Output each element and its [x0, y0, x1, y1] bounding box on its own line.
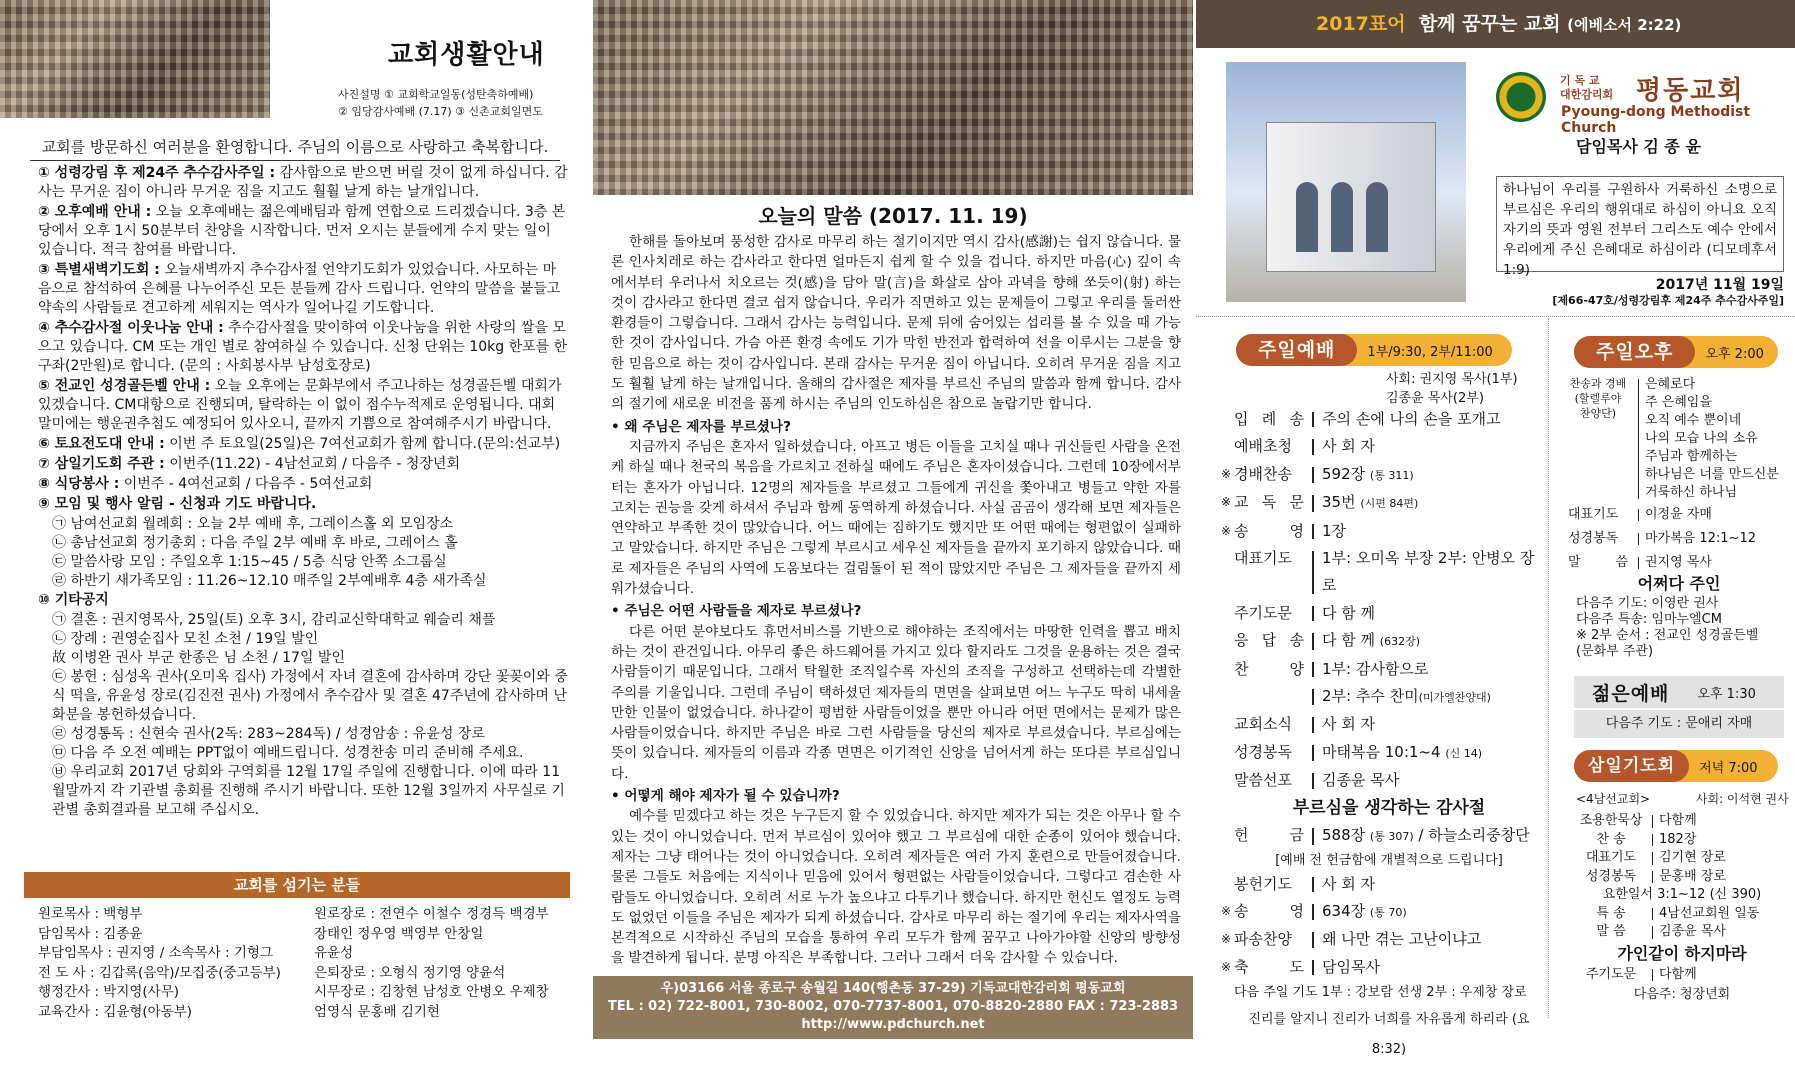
- notice-item: ⑨ 모임 및 행사 알림 - 신청과 기도 바랍니다.: [38, 496, 317, 512]
- welcome-text: 교회를 방문하신 여러분을 환영합니다. 주님의 이름으로 사랑하고 축복합니다.: [30, 136, 560, 161]
- notice-item: ⑩ 기타공지: [38, 592, 109, 608]
- church-school-photo: [0, 0, 270, 118]
- caption-line-1: 사진설명 ① 교회학교일동(성탄축하예배): [338, 88, 534, 101]
- address: 우)03166 서울 종로구 송월길 140(행촌동 37-29) 기독교대한감리회 평동교회: [660, 981, 1126, 996]
- order-row: ※ 축 도 담임목사: [1234, 954, 1544, 981]
- sub-notice: ㉣ 성경통독 : 신현숙 권사(2독: 283~284독) / 성경암송 : 유윤성 장로: [52, 726, 485, 742]
- wednesday-prayer-time: 저녁 7:00: [1699, 760, 1758, 776]
- order-row: 찬 양 1부: 감사함으로: [1234, 659, 1429, 678]
- order-row: ※ 송 영 1장: [1234, 518, 1544, 545]
- young-next-prayer: 다음주 기도 : 문애리 자매: [1574, 710, 1784, 738]
- sermon-panel: [593, 0, 1193, 1039]
- order-row: 대표기도 1부: 오미옥 부장 2부: 안병오 장로: [1234, 549, 1535, 595]
- order-row: 주기도문 다함께: [1585, 966, 1697, 982]
- afternoon-sermon-title: 어쩌다 주인: [1637, 574, 1721, 593]
- sunday-worship-time: 1부/9:30, 2부/11:00: [1367, 344, 1493, 360]
- order-row: 예배초청 사 회 자: [1234, 437, 1376, 456]
- order-row: 찬 송 182장: [1596, 831, 1697, 847]
- motto-reference: (에베소서 2:22): [1567, 16, 1682, 34]
- staff-list-left: 원로목사 : 백형부 담임목사 : 김종윤 부담임목사 : 권지영 / 소속목사 : 기형그 전 도 사 : 김갑록(음악)/모집중(중고등부) 행정간사 : 박지영(사무) 교육간사 : 김윤형(아동부): [38, 906, 281, 1020]
- order-row: 대표기도 김기현 장로: [1585, 850, 1726, 865]
- servants-header: 교회를 섬기는 분들: [24, 872, 570, 898]
- order-row: 대표기도 이정윤 자매: [1568, 507, 1712, 522]
- wednesday-leaders: <4남선교회> 사회: 이석현 권사: [1576, 792, 1789, 806]
- sub-notice: ㉢ 봉헌 : 심성옥 권사(오미옥 집사) 가정에서 자녀 결혼에 감사하며 강단 꽃꽂이와 중식 떡을, 유윤성 장로(김진전 권사) 가정에서 추수감사 및 결혼 47주년에 감사하며 난 화분을 봉헌하셨습니다.: [52, 669, 568, 723]
- order-row: 2부: 추수 찬미(미가엘찬양대): [1234, 683, 1544, 711]
- order-row: 주기도문 다 함 께: [1234, 603, 1376, 622]
- notice-item: ⑦ 삼일기도회 주관 : 이번주(11.22) - 4남선교회 / 다음주 - 청장년회: [38, 456, 460, 472]
- notice-item: ⑤ 전교인 성경골든벨 안내 : 오늘 오후에는 문화부에서 주고나하는 성경골든벨 대회가 있겠습니다. CM대항으로 진행되며, 탈락하는 이 없이 점수누적제로 운영됩니다. 대회 말미에는 행운권추첨도 예정되어 있사오니, 끝까지 기쁨으로 참여해주시기 바랍니다.: [38, 378, 562, 432]
- website-link[interactable]: http://www.pdchurch.net: [801, 1017, 985, 1032]
- order-row: 봉헌기도 사 회 자: [1234, 874, 1376, 893]
- sub-notice: ㉠ 남여선교회 월례회 : 오늘 2부 예배 후, 그레이스홀 외 모임장소: [52, 516, 454, 532]
- wednesday-prayer-header: [1574, 750, 1778, 782]
- afternoon-next-week: 다음주 기도: 이영란 권사 다음주 특송: 임마누엘CM ※ 2부 순서 : 전교인 성경골든벨 (문화부 주관): [1576, 596, 1759, 659]
- wednesday-sermon-title: 가인같이 하지마라: [1617, 943, 1747, 963]
- order-row: 찬송과 경배 (할렐루야 찬양단) 은혜로다 주 은혜임을 오직 예수 뿐이네 나의 모습 나의 소유 주님과 함께하는 하나님은 너를 만드신분 거룩하신 하나님: [1569, 377, 1779, 500]
- notice-item: ③ 특별새벽기도회 : 오늘새벽까지 추수감사절 언약기도회가 있었습니다. 사모하는 마음으로 참석하여 은혜를 나누어주신 모든 분들께 감사 드립니다. 언약의 말씀을 붙들고 약속의 사람들로 견고하게 세워지는 역사가 일어나길 기도합니다.: [38, 262, 561, 316]
- divider: [1196, 316, 1795, 317]
- sunday-afternoon-label: 주일오후: [1574, 336, 1695, 368]
- sermon-title: 부르심을 생각하는 감사절: [1292, 797, 1486, 818]
- sermon-paragraph: 지금까지 주님은 혼자서 일하셨습니다. 아프고 병든 이들을 고치실 때나 귀신들린 사람을 온전케 하실 때나 천국의 복음을 가르치고 전하실 때에도 주님은 혼자이셨습니다. 그런데 10장에서부터는 혼자가 아닙니다. 12명의 제자들을 부르셨고 그들에게 귀신을 쫓아내고 병들고 약한 자를 고치는 권능을 갖게 하셔서 주님과 함께 동역하게 하셨습니다. 사실 곰곰이 생각해 보면 제자들은 연약하고 부족한 것이 많았습니다. 어느 때에는 짐하기도 했지만 또 어떤 때에는 형편없이 실패하고 말았습니다. 하지만 주님은 그렇게 부르시고 세우신 제자들을 끝까지 포기하지 않았습니다. 때로 제자들은 주님의 사역에 도움보다는 걸림돌이 된 적이 많았지만 주님은 그 제자들을 끝까지 세워가셨습니다.: [611, 438, 1181, 598]
- church-logo-icon: [1496, 72, 1546, 122]
- church-contact-footer: [593, 976, 1193, 1039]
- young-worship-label: 젊은예배: [1592, 682, 1670, 705]
- order-row: 교회소식 사 회 자: [1234, 715, 1376, 734]
- page-title: 교회생활안내: [388, 40, 545, 70]
- scripture-box: 하나님이 우리를 구원하사 거룩하신 소명으로 부르심은 우리의 행위대로 하심이 아니요 오직 자기의 뜻과 영원 전부터 그리스도 예수 안에서 우리에게 주신 은혜대로 하심이라 (디모데후서 1:9): [1496, 176, 1784, 272]
- phone: TEL : 02) 722-8001, 730-8002, 070-7737-8001, 070-8820-2880 FAX : 723-2883: [607, 999, 1179, 1014]
- motto-text: 함께 꿈꾸는 교회: [1418, 13, 1561, 35]
- sunday-afternoon-header: [1574, 336, 1778, 368]
- worship-leaders: 사회: 권지영 목사(1부) 김종윤 목사(2부): [1386, 372, 1518, 406]
- young-worship-time: 오후 1:30: [1697, 686, 1756, 702]
- sub-notice: ㉤ 다음 주 오전 예배는 PPT없이 예배드립니다. 성경찬송 미리 준비해 주세요.: [52, 745, 524, 761]
- sermon-title: 오늘의 말씀 (2017. 11. 19): [758, 204, 1028, 228]
- sermon-body: [611, 232, 1181, 969]
- church-name: 평동교회: [1636, 76, 1745, 106]
- sermon-paragraph: 다른 어떤 분야보다도 휴먼서비스를 기반으로 해야하는 조직에서는 마땅한 인력을 뽑고 배치하는 것이 관건입니다. 아무리 좋은 하드웨어를 가지고 있다 할지라도 그것을 운용하는 것은 결국 사람들이기 때문입니다. 그래서 탁월한 조직일수록 자신의 조직을 구성하고 선택하는데 각별한 주의를 기울입니다. 그런데 주님이 택하셨던 제자들의 면면을 살펴보면 어느 누구도 딱히 내세울 만한 인물이 없었습니다. 하나같이 평범한 사람들이었을 뿐만 아니라 어떤 면에서는 문제가 많은 사람들이었습니다. 하지만 주님은 바로 그런 사람들을 당신의 제자로 부르셨습니다. 부르심에는 뜻이 있습니다. 제자들의 이름과 각종 면면은 이기적인 신앙을 넘어서게 하는 또다른 부르심입니다.: [611, 623, 1181, 782]
- closing-verse: 진리를 알지니 진리가 너희를 자유롭게 하리라 (요8:32): [1248, 1012, 1530, 1058]
- order-row: 말씀선포 김종윤 목사: [1234, 771, 1400, 790]
- motto-banner: [1196, 0, 1795, 48]
- notice-item: ⑧ 식당봉사 : 이번주 - 4여선교회 / 다음주 - 5여선교회: [38, 476, 373, 492]
- sub-notice: ㉢ 말씀사랑 모임 : 주일오후 1:15~45 / 5층 식당 안쪽 소그룹실: [52, 554, 447, 570]
- sermon-paragraph: 한해를 돌아보며 풍성한 감사로 마무리 하는 절기이지만 역시 감사(感謝)는 쉽지 않습니다. 물론 인사치레로 하는 감사라고 한다면 얼마든지 쉽게 할 수 있을 겁니다. 하지만 마음(心) 깊이 속에서부터 우러나서 치오르는 것(感)을 담아 말(言)을 화살로 삼아 과녁을 향해 쏘듯이(射) 하는 것이 감사라고 한다면 결코 쉽지 않습니다. 우리가 직면하고 있는 문제들이 그렇고 우리를 둘러싼 환경들이 그렇습니다. 그래서 감사는 능력입니다. 문제 뒤에 숨어있는 섭리를 볼 수 있을 때 가능한 것이 감사입니다. 가슴 아픈 환경 속에도 기가 막힌 반전과 합력하여 선을 이루시는 그분을 향한 믿음으로 하는 것이 감사입니다. 본래 감사는 무거운 짐이 아닙니다. 오히려 무거운 짐을 지고도 훨훨 날게 하는 날개입니다. 올해의 감사절은 제자를 부르신 주님의 말씀과 함께 합니다. 감사의 절기에 새로운 비전을 품게 하시는 주님의 인도하심은 참으로 놀랍기만 합니다.: [611, 234, 1181, 413]
- sub-notice: ㉥ 우리교회 2017년 당회와 구역회를 12월 17일 주일에 진행합니다. 이에 따라 11월말까지 각 기관별 총회를 진행해 주시기 바랍니다. 또한 12월 3일까지 사무실로 기관별 총회결과를 보고해 주십시오.: [52, 764, 565, 818]
- wednesday-order: [1576, 812, 1788, 1005]
- order-row: ※ 교 독 문 35번 (시편 84편): [1234, 489, 1544, 517]
- sunday-worship-label: 주일예배: [1236, 334, 1357, 366]
- sunday-afternoon-time: 오후 2:00: [1705, 346, 1764, 362]
- sub-notice: ㉡ 총남선교회 정기총회 : 다음 주일 2부 예배 후 바로, 그레이스 홀: [52, 535, 458, 551]
- caption-line-2: ② 임당감사예배 (7.17) ③ 신촌교회일면도: [338, 105, 543, 118]
- bulletin-issue: [제66-47호/성령강림후 제24주 추수감사주일]: [1552, 294, 1784, 307]
- sermon-heading: • 어떻게 해야 제자가 될 수 있습니까?: [611, 788, 840, 805]
- order-row: 헌 금 588장 (통 307) / 하늘소리중창단: [1234, 826, 1530, 845]
- order-row: 조용한묵상 다함께: [1579, 813, 1697, 828]
- worship-order-list: [1234, 406, 1544, 1065]
- sermon-paragraph: 예수를 믿겠다고 하는 것은 누구든지 할 수 있었습니다. 하지만 제자가 되는 것은 아무나 할 수 있는 것이 아니었습니다. 먼저 부르심이 있어야 했고 그 부르심에 대한 순종이 있어야 했습니다. 제자는 그냥 태어나는 것이 아니었습니다. 오히려 제자들은 여러 가지 훈련으로 만들어졌습니다. 물론 그들도 처음에는 지식이나 믿음에 있어서 형편없는 사람들이었습니다. 그렇다고 겸손한 사람들도 아니었습니다. 오히려 서로 누가 높으냐고 다투기나 했습니다. 하지만 헌신도 열정도 능력도 없었던 이들을 주님은 제자가 되게 하셨습니다. 감사로 마무리 하는 절기에 우리는 제자사역을 본격적으로 시작하신 주님의 모습을 통하여 우리 모두가 함께 꿈꾸고 나아가야할 신앙의 방향성을 발견하게 됩니다. 분명 아직은 부족합니다. 그러나 그래서 더욱 감사할 수 있습니다.: [611, 808, 1181, 967]
- notice-item: ⑥ 토요전도대 안내 : 이번 주 토요일(25일)은 7여선교회가 함께 합니다.(문의:선교부): [38, 436, 561, 452]
- bulletin-date: 2017년 11월 19일: [1655, 277, 1784, 293]
- church-building-image: [1226, 62, 1466, 302]
- order-row: 요한일서 3:1~12 (신 390): [1602, 887, 1762, 902]
- notice-item: ① 성령강림 후 제24주 추수감사주일 : 감사함으로 받으면 버릴 것이 없게 하십니다. 감사는 무거운 짐이 아니라 무거운 짐을 지고도 훨훨 날게 하는 날개입니다.: [38, 165, 568, 200]
- divider: [1548, 318, 1549, 1018]
- sub-notice: ㉡ 장례 : 권영순집사 모친 소천 / 19일 발인 故 이병완 권사 부군 한종은 님 소천 / 17일 발인: [52, 631, 345, 666]
- notice-item: ④ 추수감사절 이웃나눔 안내 : 추수감사절을 맞이하여 이웃나눔을 위한 사랑의 쌀을 모으고 있습니다. CM 또는 개인 별로 참여하실 수 있습니다. 신청 단위는 10kg 한포를 한구좌(2만원)로 합니다. (문의 : 사회봉사부 남성호장로): [38, 320, 568, 374]
- young-worship-header: [1574, 676, 1784, 708]
- staff-list-right: 원로장로 : 전연수 이철수 정경득 백경부 장태인 정우영 백영부 안창일 유윤성 은퇴장로 : 오형식 정기영 양윤석 시무장로 : 김창현 남성호 안병오 우제창 엄영식 문홍배 김기현: [314, 906, 549, 1020]
- motto-year: 2017표어: [1316, 13, 1406, 35]
- denomination: 기 독 교 대한감리회: [1560, 74, 1614, 101]
- order-row: 입 례 송 주의 손에 나의 손을 포개고: [1234, 410, 1501, 428]
- order-row: 성경봉독 마태복음 10:1~4 (신 14): [1234, 742, 1483, 761]
- congregation-photo: [593, 0, 1193, 195]
- sermon-heading: • 왜 주님은 제자를 부르셨나?: [611, 418, 791, 435]
- church-life-panel: [0, 0, 590, 1039]
- order-row: 특 송 4남선교회원 일동: [1596, 905, 1760, 921]
- order-row: 말 씀 권지영 목사: [1568, 555, 1712, 570]
- worship-order-panel: [1196, 0, 1795, 1058]
- notice-list: [38, 164, 568, 820]
- offering-note: [예배 전 헌금함에 개별적으로 드립니다]: [1275, 852, 1503, 868]
- order-row: 성경봉독 마가복음 12:1~12: [1568, 531, 1756, 546]
- order-row: ※ 경배찬송 592장 (통 311): [1234, 461, 1544, 489]
- sub-notice: ㉣ 하반기 새가족모임 : 11.26~12.10 매주일 2부예배후 4층 새가족실: [52, 573, 487, 589]
- wednesday-next: 다음주: 청장년회: [1633, 987, 1731, 1002]
- sunday-worship-header: [1236, 334, 1512, 366]
- photo-caption: [338, 86, 578, 120]
- order-row: ※ 송 영 634장 (통 70): [1234, 898, 1544, 926]
- sub-notice: ㉠ 결혼 : 권지영목사, 25일(토) 오후 3시, 감리교신학대학교 웨슬리 채플: [52, 612, 496, 628]
- notice-item: ② 오후예배 안내 : 오늘 오후예배는 젊은예배팀과 함께 연합으로 드리겠습니다. 3층 본당에서 오후 1시 50분부터 찬양을 시작합니다. 먼저 오시는 분들에게 수지 맞는 일이 있습니다. 적극 참여를 바랍니다.: [38, 204, 566, 258]
- sermon-heading: • 주님은 어떤 사람들을 제자로 부르셨나?: [611, 603, 862, 620]
- order-row: 응 답 송 다 함 께 (632장): [1234, 631, 1421, 650]
- wednesday-prayer-label: 삼일기도회: [1574, 750, 1689, 782]
- next-week-prayer: 다음 주일 기도 1부 : 강보람 선생 2부 : 우제창 장로: [1234, 985, 1527, 1001]
- afternoon-order: [1568, 376, 1790, 660]
- church-english-name: Pyoung-dong Methodist Church: [1561, 104, 1751, 136]
- order-row: ※ 파송찬양 왜 나만 겪는 고난이냐고: [1234, 926, 1544, 953]
- senior-pastor: 담임목사 김 종 윤: [1576, 137, 1701, 156]
- order-row: 성경봉독 문홍배 장로: [1585, 868, 1726, 884]
- order-row: 말 씀 김종윤 목사: [1596, 924, 1726, 939]
